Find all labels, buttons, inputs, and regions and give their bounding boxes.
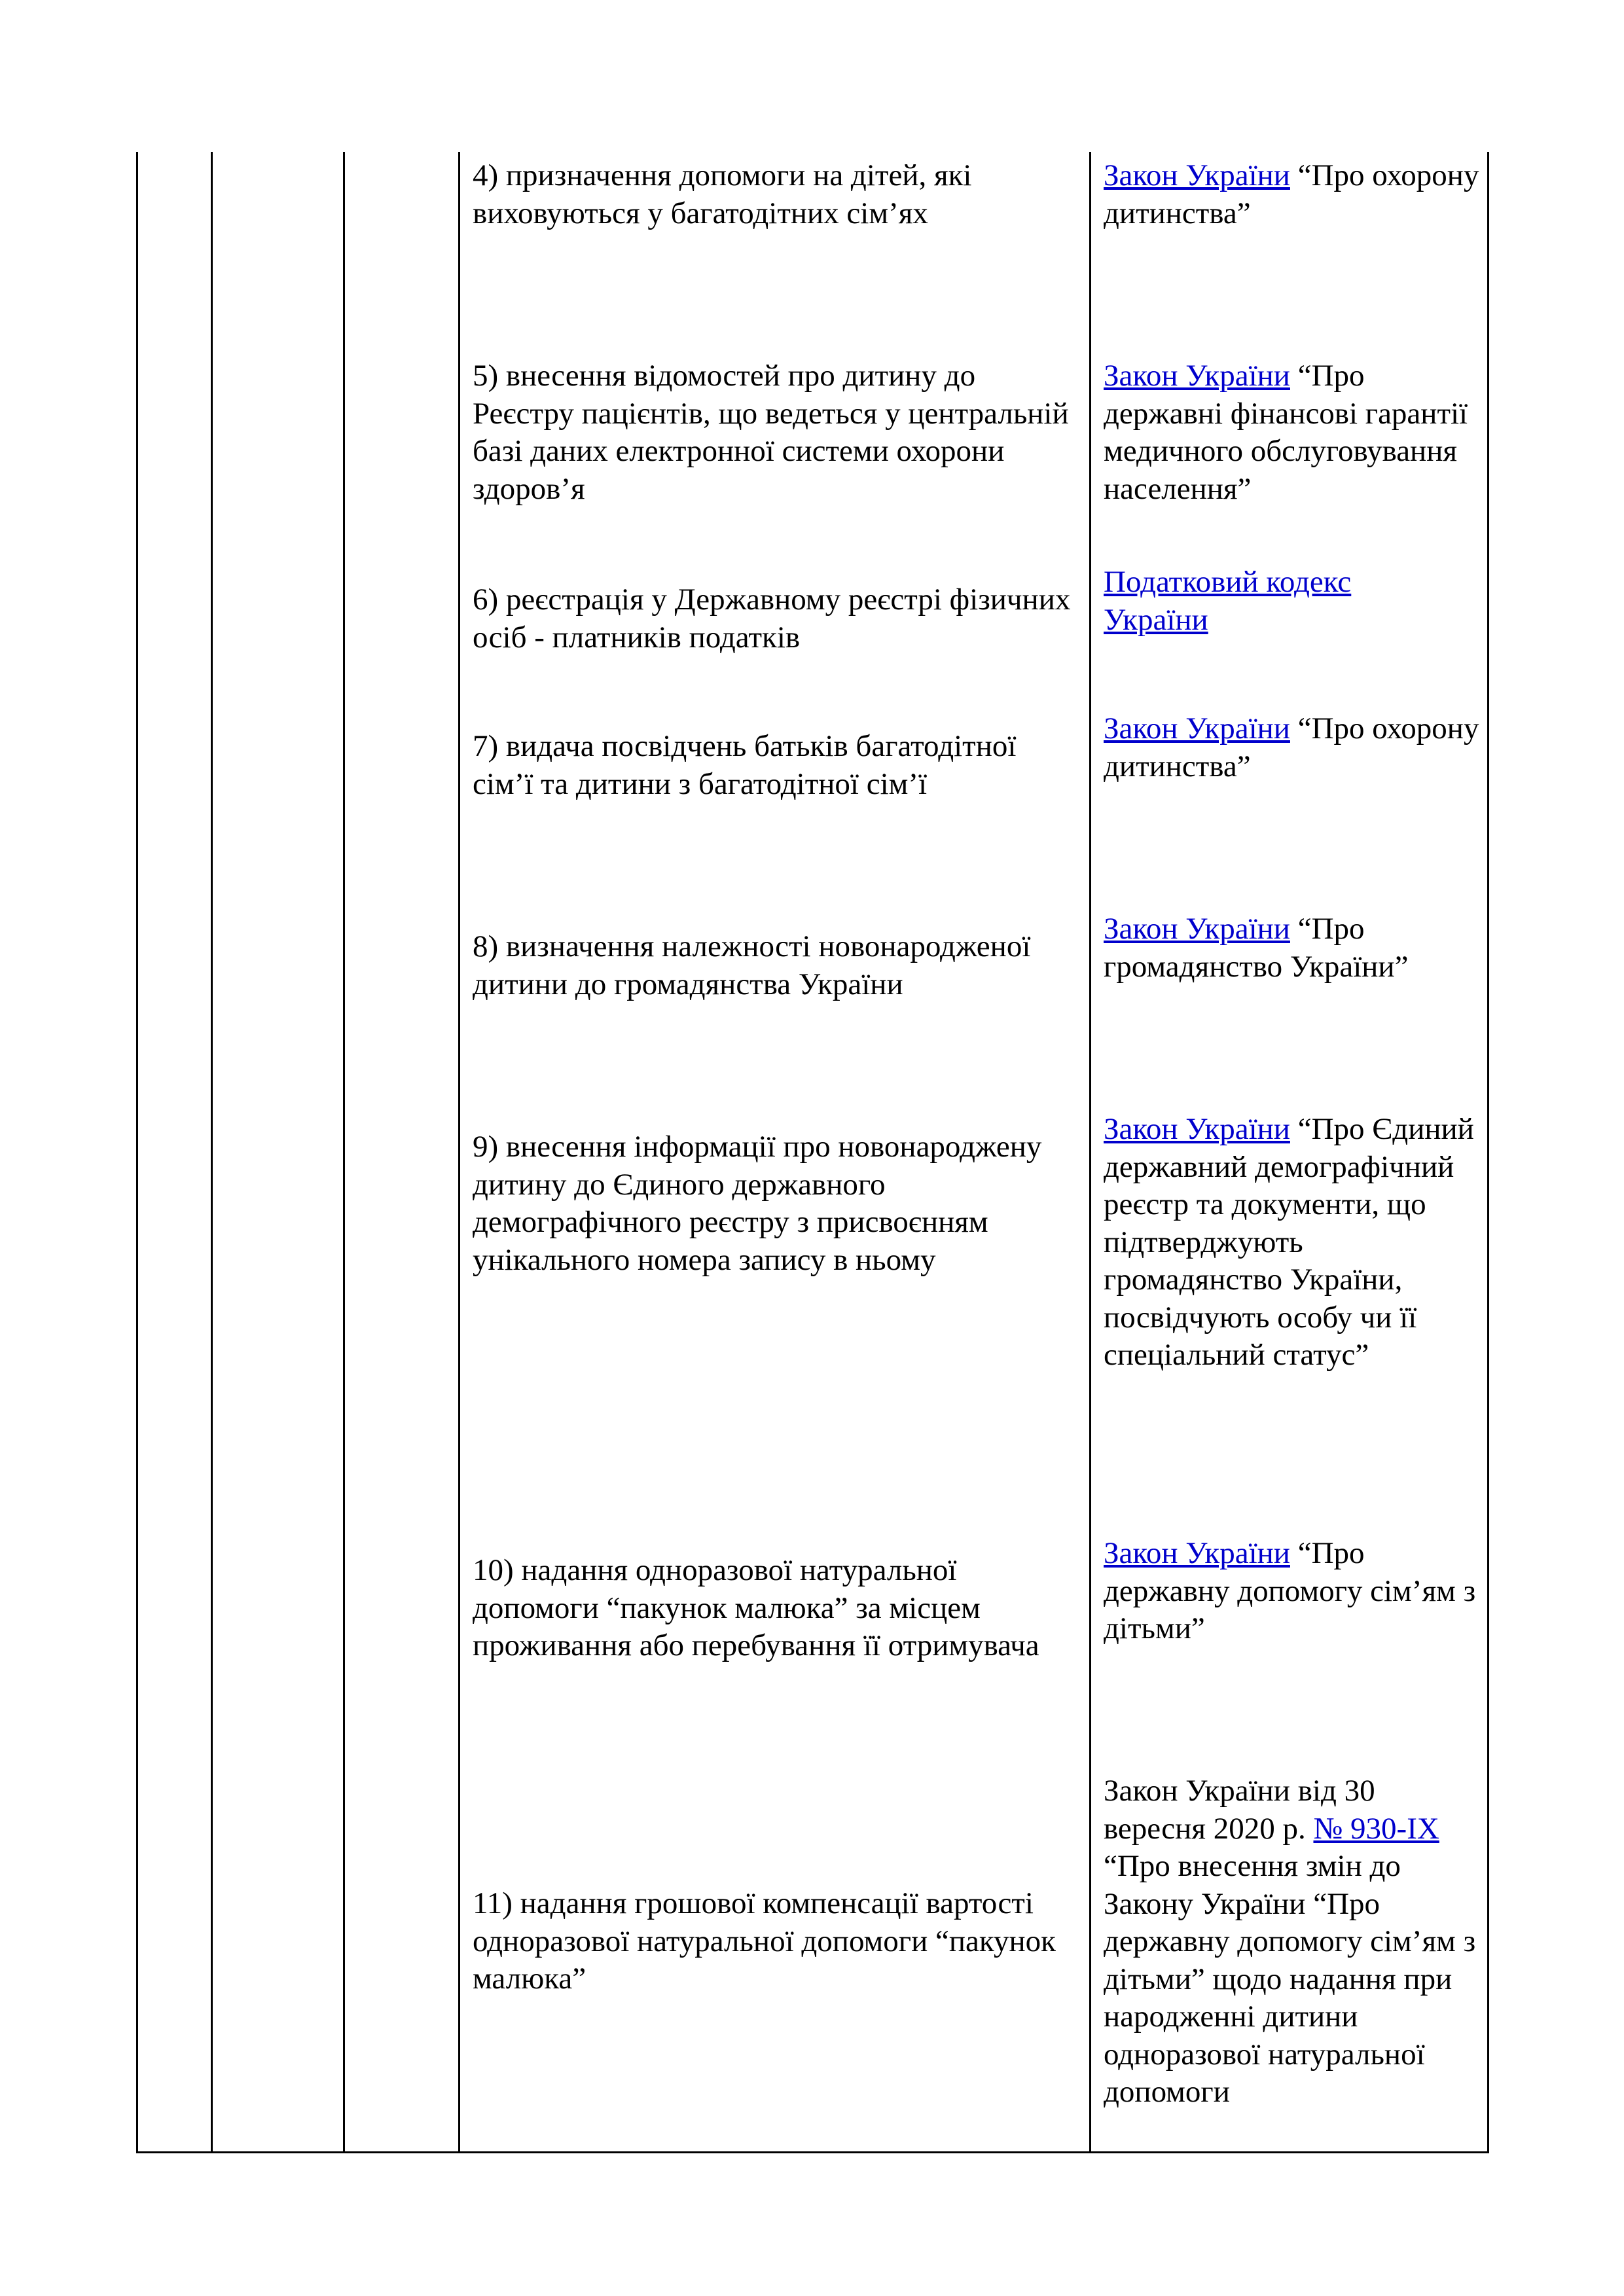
table-row-description: 8) визначення належності новонародженої дитини до громадянства України: [473, 929, 1031, 1001]
table-column-divider: [343, 152, 345, 2153]
table-row-legal-basis: [1104, 1535, 1483, 1648]
law-link[interactable]: Закон України: [1104, 711, 1290, 745]
law-link[interactable]: Закон України: [1104, 912, 1290, 946]
table-row-legal-basis: [1104, 157, 1483, 232]
tax-code-link[interactable]: Податковий кодекс України: [1104, 565, 1352, 637]
table-row-legal-basis: [1104, 357, 1483, 508]
law-link[interactable]: Закон України: [1104, 1112, 1290, 1146]
table-row-description: 4) призначення допомоги на дітей, які виховуються у багатодітних сім’ях: [473, 158, 972, 230]
table-border-left: [136, 152, 138, 2153]
table-row-description: 6) реєстрація у Державному реєстрі фізичних осіб - платників податків: [473, 583, 1071, 655]
table-row-description: 11) надання грошової компенсації вартості одноразової натуральної допомоги “пакунок малюка”: [473, 1886, 1056, 1996]
table-border-bottom: [136, 2151, 1489, 2153]
table-column-divider: [458, 152, 460, 2153]
law-title: “Про громадянство України”: [1104, 912, 1409, 984]
law-link[interactable]: Закон України: [1104, 359, 1290, 393]
table-row-description: 7) видача посвідчень батьків багатодітної сім’ї та дитини з багатодітної сім’ї: [473, 729, 1017, 801]
table-row-description: 5) внесення відомостей про дитину до Реєстру пацієнтів, що ведеться у центральній базі даних електронної системи охорони здоров’я: [473, 359, 1069, 506]
law-title: “Про внесення змін до Закону України “Про державну допомогу сім’ям з дітьми” щодо надання при народженні дитини одноразової натуральної допомоги: [1104, 1849, 1476, 2109]
table-column-divider: [211, 152, 213, 2153]
table-row-legal-basis: [1104, 1772, 1483, 2111]
table-column-divider: [1089, 152, 1091, 2153]
law-link[interactable]: Закон України: [1104, 158, 1290, 192]
table-row-description: 10) надання одноразової натуральної допомоги “пакунок малюка” за місцем проживання або перебування її отримувача: [473, 1553, 1039, 1662]
table-row-legal-basis: [1104, 910, 1483, 986]
law-link[interactable]: Закон України: [1104, 1536, 1290, 1570]
table-row-legal-basis: [1104, 710, 1483, 785]
law-title: “Про державну допомогу сім’ям з дітьми”: [1104, 1536, 1476, 1645]
law-intro: Закон України від 30 вересня 2020 р.: [1104, 1774, 1375, 1846]
table-row-legal-basis: [1104, 564, 1411, 639]
law-title: “Про державні фінансові гарантії медичного обслуговування населення”: [1104, 359, 1468, 506]
table-row-description: 9) внесення інформації про новонароджену дитину до Єдиного державного демографічного реєстру з присвоєнням унікального номера запису в ньому: [473, 1130, 1042, 1277]
law-title: “Про охорону дитинства”: [1104, 711, 1479, 783]
law-number-link[interactable]: № 930-IX: [1313, 1811, 1439, 1846]
law-title: “Про охорону дитинства”: [1104, 158, 1479, 230]
table-border-right: [1487, 152, 1489, 2153]
law-title: “Про Єдиний державний демографічний реєстр та документи, що підтверджують громадянство України, посвідчують особу чи її спеціальний статус”: [1104, 1112, 1474, 1372]
table-row-legal-basis: [1104, 1111, 1483, 1374]
